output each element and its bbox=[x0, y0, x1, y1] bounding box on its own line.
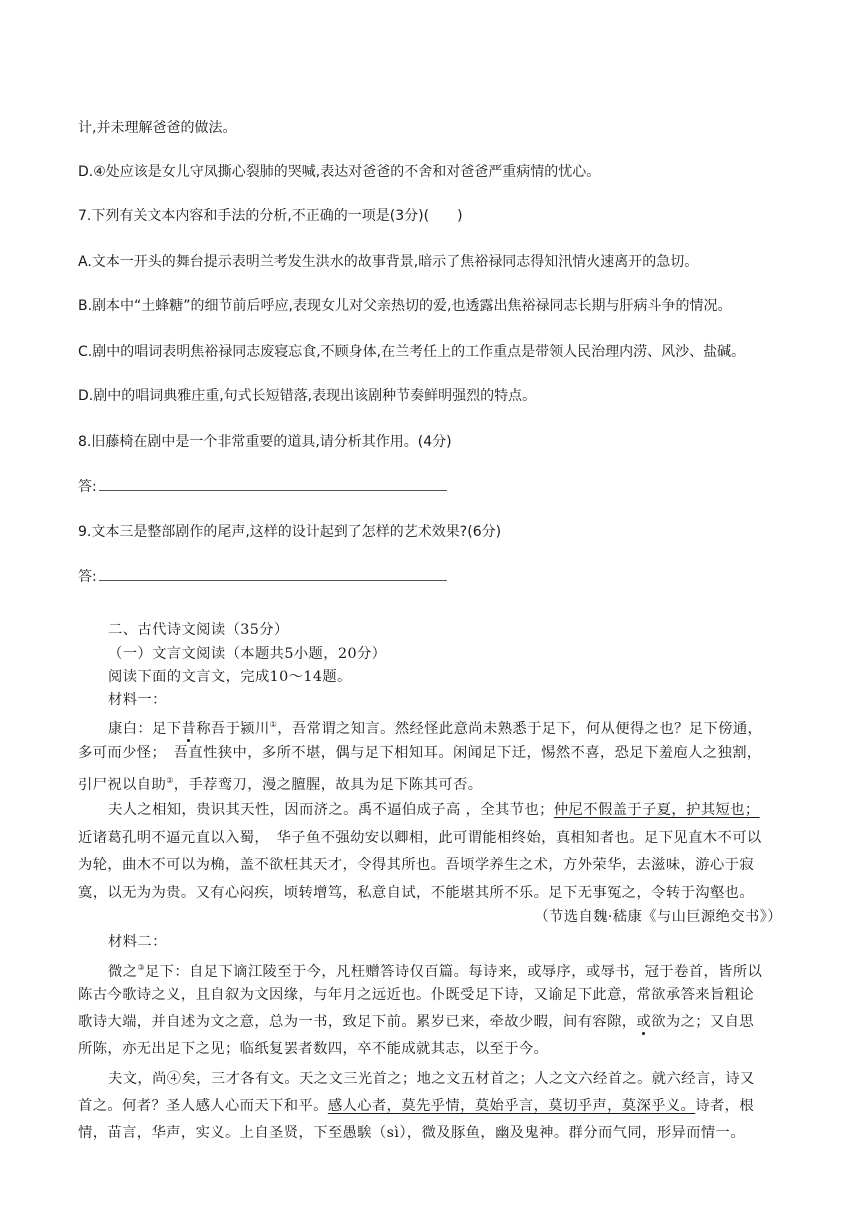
m1-source: （节选自魏·嵇康《与山巨源绝交书》） bbox=[534, 909, 782, 925]
option-a-q7: A.文本一开头的舞台提示表明兰考发生洪水的故事背景,暗示了焦裕禄同志得知汛情火速离开的急切。 bbox=[78, 254, 699, 270]
text-run: 歌诗大端，并自述为文之意，总为一书，致足下前。累岁已来，牵故少暇，间有容隙， bbox=[78, 1014, 637, 1030]
m1-p1-line3 bbox=[78, 771, 482, 795]
answer-line-q9[interactable] bbox=[78, 566, 447, 587]
m2-p1-line1 bbox=[108, 958, 762, 982]
answer-label: 答: bbox=[78, 569, 97, 585]
option-d-q6: D.④处应该是女儿守凤撕心裂肺的哭喊,表达对爸爸的不舍和对爸爸严重病情的忧心。 bbox=[78, 164, 601, 180]
text-run: 首之。何者？圣人感人心而天下和平。 bbox=[78, 1098, 328, 1114]
emphasis-dot-char: 昔 bbox=[181, 720, 197, 737]
text-run: 康白：足下 bbox=[108, 720, 182, 737]
m2-p2-line2 bbox=[78, 1096, 754, 1116]
section-title: 二、古代诗文阅读（35分） bbox=[108, 622, 289, 638]
footnote-mark: ② bbox=[166, 776, 174, 785]
instruction: 阅读下面的文言文，完成10～14题。 bbox=[108, 669, 352, 685]
answer-label: 答: bbox=[78, 479, 97, 495]
m2-p1-line2: 陈古今歌诗之义，且自叙为文因缘，与年月之远近也。仆既受足下诗，又谕足下此意，常欲承答来旨粗论 bbox=[78, 987, 755, 1003]
footnote-mark: ① bbox=[269, 720, 278, 729]
underlined-sentence: 仲尼不假盖于子夏，护其短也； bbox=[553, 802, 760, 818]
m1-p2-line1 bbox=[108, 800, 760, 820]
m2-p1-line3 bbox=[78, 1012, 754, 1032]
m1-p2-line2: 近诸葛孔明不逼元直以入蜀， 华子鱼不强幼安以卿相，此可谓能相终始，真相知者也。足下见直木不可以 bbox=[78, 830, 762, 846]
text-run: 微之 bbox=[108, 963, 138, 980]
question-7: 7.下列有关文本内容和手法的分析,不正确的一项是(3分)( ) bbox=[78, 208, 463, 224]
m1-p1-line1 bbox=[108, 715, 762, 739]
m2-p2-line3: 情，苗言，华声，实义。上自圣贤，下至愚騃（sì），微及豚鱼，幽及鬼神。群分而气同，形异而情一。 bbox=[78, 1125, 745, 1141]
option-d-q7: D.剧中的唱词典雅庄重,句式长短错落,表现出该剧种节奏鲜明强烈的特点。 bbox=[78, 388, 537, 404]
footnote-mark: ③ bbox=[137, 963, 145, 972]
question-9: 9.文本三是整部剧作的尾声,这样的设计起到了怎样的艺术效果?(6分) bbox=[78, 524, 502, 540]
option-b-q7: B.剧本中“土蜂糖”的细节前后呼应,表现女儿对父亲热切的爱,也透露出焦裕禄同志长期与肝病斗争的情况。 bbox=[78, 298, 732, 314]
subsection-title: （一）文言文阅读（本题共5小题，20分） bbox=[108, 646, 387, 662]
line-c-continuation: 计,并未理解爸爸的做法。 bbox=[78, 120, 237, 136]
m2-p2-line1: 夫文，尚④矣，三才各有文。天之文三光首之；地之文五材首之；人之文六经首之。就六经言，诗又 bbox=[108, 1071, 755, 1087]
text-run: 欲为之；又自思 bbox=[651, 1014, 755, 1030]
text-run: 足下：自足下谪江陵至于今，凡枉赠答诗仅百篇。每诗来，或辱序，或辱书，冠于卷首，皆所以 bbox=[144, 963, 763, 980]
answer-line-q8[interactable] bbox=[78, 476, 447, 497]
emphasis-dot-char: 或 bbox=[636, 1014, 652, 1030]
option-c-q7: C.剧中的唱词表明焦裕禄同志废寝忘食,不顾身体,在兰考任上的工作重点是带领人民治理内涝、风沙、盐碱。 bbox=[78, 344, 746, 360]
m1-p1-line2: 多可而少怪； 吾直性狭中，多所不堪，偶与足下相知耳。闲闻足下迁，惕然不喜，恐足下羞庖人之独割， bbox=[78, 745, 762, 761]
text-run: ，吾常谓之知言。然经怪此意尚未熟悉于足下，何从便得之也？足下傍通， bbox=[277, 720, 763, 737]
answer-blank[interactable] bbox=[99, 566, 447, 581]
question-8: 8.旧藤椅在剧中是一个非常重要的道具,请分析其作用。(4分) bbox=[78, 434, 452, 450]
m1-p2-line3: 为轮，曲木不可以为桷，盖不欲枉其天才，令得其所也。吾顷学养生之术，方外荣华，去滋味，游心于寂 bbox=[78, 857, 755, 873]
m1-p2-line4: 寞，以无为为贵。又有心闷疾，顷转增笃，私意自试，不能堪其所不乐。足下无事冤之，令转于沟壑也。 bbox=[78, 885, 755, 901]
underlined-sentence: 感人心者，莫先乎情，莫始乎言，莫切乎声，莫深乎义。 bbox=[327, 1098, 696, 1114]
text-run: 称吾于颍川 bbox=[196, 720, 270, 737]
text-run: ，手荐鸾刀，漫之膻腥，故具为足下陈其可否。 bbox=[173, 776, 483, 793]
material1-label: 材料一： bbox=[108, 692, 167, 708]
text-run: 引尸祝以自助 bbox=[78, 776, 167, 793]
answer-blank[interactable] bbox=[99, 476, 447, 491]
text-run: 夫人之相知，贵识其天性，因而济之。禹不逼伯成子高 ，全其节也； bbox=[108, 802, 554, 818]
text-run: 诗者，根 bbox=[695, 1098, 755, 1114]
material2-label: 材料二： bbox=[108, 934, 167, 950]
m2-p1-line4: 所陈，亦无出足下之见；临纸复罢者数四，卒不能成就其志，以至于今。 bbox=[78, 1041, 549, 1057]
